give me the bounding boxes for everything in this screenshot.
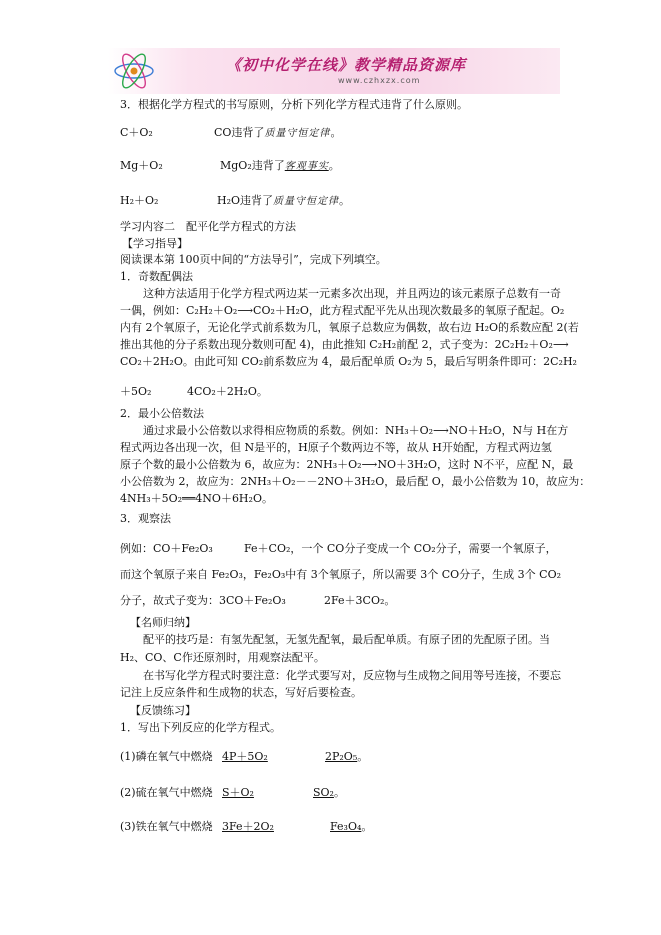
method1-title: 1．奇数配偶法	[120, 270, 193, 283]
practice-item-1-left: 4P＋5O₂	[222, 750, 268, 763]
q3-row-2-reactants: Mg＋O₂	[120, 159, 163, 172]
banner-url: www.czhxzx.com	[338, 76, 421, 85]
practice-item-2-label: (2)硫在氧气中燃烧	[120, 786, 213, 799]
method2-title: 2．最小公倍数法	[120, 407, 204, 420]
q3-row-1-reactants: C＋O₂	[120, 126, 153, 139]
summary-line-1: 配平的技巧是：有氢先配氢，无氢先配氧，最后配单质。有原子团的先配原子团。当	[143, 633, 550, 646]
practice-label: 【反馈练习】	[130, 704, 196, 717]
guide-label: 【学习指导】	[122, 237, 188, 250]
practice-item-3-left: 3Fe＋2O₂	[222, 820, 274, 833]
practice-item-3-label: (3)铁在氧气中燃烧	[120, 820, 213, 833]
method2-line-3: 原子个数的最小公倍数为 6，故应为：2NH₃＋O₂⟶NO＋3H₂O，这时 N不平，应配 N，最	[120, 458, 574, 471]
method1-final-right: 4CO₂＋2H₂O。	[187, 385, 268, 398]
q3-row-2-result: MgO₂违背了客观事实。	[220, 159, 340, 172]
method1-line-4: 推出其他的分子系数出现分数则可配 4)，由此推知 C₂H₂前配 2，式子变为：2C₂H₂＋O₂⟶	[120, 338, 569, 351]
method1-line-2: 一偶，例如：C₂H₂＋O₂⟶CO₂＋H₂O，此方程式配平先从出现次数最多的氧原子配起。O₂	[120, 304, 565, 317]
summary-line-4: 记注上反应条件和生成物的状态，写好后要检查。	[120, 686, 362, 699]
practice-item-2-right: SO₂。	[313, 786, 345, 799]
q3-row-2-answer: 客观事实	[284, 161, 329, 172]
method2-line-2: 程式两边各出现一次，但 N是平的，H原子个数两边不等，故从 H开始配，方程式两边氢	[120, 441, 552, 454]
practice-item-3-right: Fe₃O₄。	[330, 820, 373, 833]
method3-example-left: 例如：CO＋Fe₂O₃	[120, 542, 213, 555]
q3-row-3-result: H₂O违背了质量守恒定律。	[217, 194, 351, 207]
method3-example-right: Fe＋CO₂，一个 CO分子变成一个 CO₂分子，需要一个氧原子，	[244, 542, 557, 555]
method1-line-3: 内有 2个氧原子，无论化学式前系数为几，氧原子总数应为偶数，故右边 H₂O的系数应配 2(若	[120, 321, 579, 334]
method2-line-1: 通过求最小公倍数以求得相应物质的系数。例如：NH₃＋O₂⟶NO＋H₂O，N与 H在方	[143, 424, 569, 437]
q3-row-1-answer: 质量守恒定律	[264, 128, 331, 139]
q3-row-1-result: CO违背了质量守恒定律。	[214, 126, 342, 139]
summary-line-2: H₂、CO、C作还原剂时，用观察法配平。	[120, 651, 325, 664]
method1-line-1: 这种方法适用于化学方程式两边某一元素多次出现，并且两边的该元素原子总数有一奇	[143, 287, 561, 300]
q3-row-3-reactants: H₂＋O₂	[120, 194, 159, 207]
summary-line-3: 在书写化学方程式时要注意：化学式要写对，反应物与生成物之间用等号连接，不要忘	[143, 669, 561, 682]
method2-line-4: 小公倍数为 2，故应为：2NH₃＋O₂－－2NO＋3H₂O，最后配 O，最小公倍数为 10，故应为：	[120, 475, 591, 488]
method1-line-5: CO₂＋2H₂O。由此可知 CO₂前系数应为 4，最后配单质 O₂为 5，最后写明条件即可：2C₂H₂	[120, 355, 577, 368]
guide-text: 阅读课本第 100页中间的“方法导引”，完成下列填空。	[120, 253, 387, 266]
practice-item-1-label: (1)磷在氧气中燃烧	[120, 750, 213, 763]
banner-title: 《初中化学在线》教学精品资源库	[226, 56, 467, 74]
method3-final-right: 2Fe＋3CO₂。	[324, 594, 396, 607]
method1-final-left: ＋5O₂	[120, 385, 152, 398]
summary-label: 【名师归纳】	[130, 616, 196, 629]
practice-item-2-left: S＋O₂	[222, 786, 254, 799]
q3-prompt: 3．根据化学方程式的书写原则，分析下列化学方程式违背了什么原则。	[120, 98, 468, 111]
method3-line-2: 分子，故式子变为：3CO＋Fe₂O₃	[120, 594, 286, 607]
section2-heading: 学习内容二 配平化学方程式的方法	[120, 220, 296, 233]
method2-line-5: 4NH₃＋5O₂══4NO＋6H₂O。	[120, 492, 273, 505]
q3-row-3-answer: 质量守恒定律	[273, 196, 340, 207]
atom-logo-icon	[112, 50, 156, 92]
method3-title: 3．观察法	[120, 512, 171, 525]
practice-item-1-right: 2P₂O₅。	[325, 750, 369, 763]
method3-line-1: 而这个氧原子来自 Fe₂O₃，Fe₂O₃中有 3个氧原子，所以需要 3个 CO分子，生成 3个 CO₂	[120, 568, 562, 581]
header-banner	[108, 48, 560, 94]
practice-q1: 1．写出下列反应的化学方程式。	[120, 721, 281, 734]
